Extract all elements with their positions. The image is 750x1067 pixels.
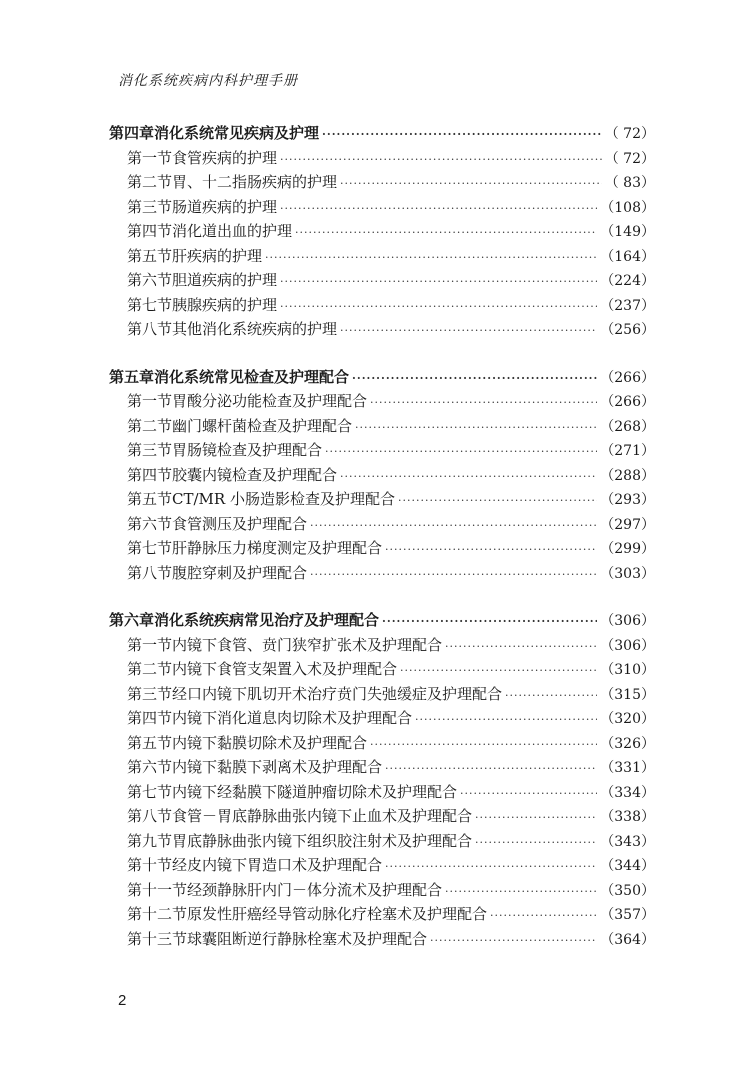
chapter-label: 第四章 [109, 124, 155, 142]
dot-leader [445, 640, 597, 653]
section-label: 第十节 [127, 856, 173, 874]
section-label: 第三节 [127, 684, 173, 703]
dot-leader [475, 811, 597, 824]
section-entry[interactable] [109, 756, 655, 781]
section-label: 第二节 [127, 416, 173, 435]
section-entry[interactable] [109, 415, 655, 440]
section-page-number: （268） [600, 418, 655, 435]
section-page-number: （108） [600, 199, 655, 216]
section-title: 经颈静脉肝内门－体分流术及护理配合 [187, 880, 443, 899]
section-entry[interactable] [109, 928, 655, 953]
section-page-number: （288） [600, 467, 655, 484]
dot-leader [385, 762, 597, 775]
section-entry[interactable] [109, 683, 655, 708]
section-page-number: （164） [600, 248, 655, 265]
section-entry[interactable] [109, 294, 655, 319]
section-label: 第五节 [127, 490, 173, 508]
section-label: 第八节 [127, 807, 173, 825]
chapter-heading[interactable] [109, 122, 655, 147]
chapter-6 [109, 609, 655, 952]
section-entry[interactable] [109, 171, 655, 196]
section-page-number: （266） [600, 394, 655, 410]
section-page-number: （297） [600, 516, 655, 533]
dot-leader [295, 226, 597, 239]
section-label: 第一节 [127, 148, 173, 167]
section-page-number: （256） [600, 322, 655, 338]
chapter-label: 第五章 [109, 367, 155, 386]
section-entry[interactable] [109, 781, 655, 806]
section-entry[interactable] [109, 220, 655, 245]
section-title: 内镜下食管、贲门狭窄扩张术及护理配合 [172, 635, 443, 654]
section-label: 第九节 [127, 831, 173, 850]
section-page-number: （237） [600, 297, 655, 314]
table-of-contents [109, 122, 655, 975]
section-page-number: （334） [600, 784, 655, 801]
section-entry[interactable] [109, 562, 655, 587]
section-page-number: （315） [600, 686, 655, 703]
section-title: 经皮内镜下胃造口术及护理配合 [172, 856, 383, 874]
section-label: 第六节 [127, 514, 173, 533]
section-entry[interactable] [109, 732, 655, 757]
section-title: 胃肠镜检查及护理配合 [172, 441, 323, 459]
section-page-number: （338） [600, 809, 655, 825]
dot-leader [280, 300, 597, 313]
dot-leader [505, 689, 597, 702]
section-entry[interactable] [109, 488, 655, 513]
section-entry[interactable] [109, 390, 655, 415]
section-title: 内镜下黏膜切除术及护理配合 [172, 733, 368, 752]
dot-leader [280, 153, 602, 166]
section-label: 第七节 [127, 295, 173, 314]
dot-leader [385, 543, 597, 556]
section-page-number: （303） [600, 565, 655, 582]
dot-leader [445, 885, 597, 898]
dot-leader [310, 519, 597, 532]
section-title: 肝静脉压力梯度测定及护理配合 [172, 539, 383, 557]
section-label: 第二节 [127, 660, 173, 678]
section-title: 胃酸分泌功能检查及护理配合 [172, 392, 368, 410]
section-title: 胃底静脉曲张内镜下组织胶注射术及护理配合 [172, 831, 473, 850]
section-page-number: （ 72） [604, 150, 655, 167]
section-page-number: （331） [600, 760, 655, 776]
dot-leader [340, 177, 602, 190]
section-label: 第七节 [127, 539, 173, 557]
section-title: 胶囊内镜检查及护理配合 [172, 465, 338, 484]
section-title: 其他消化系统疾病的护理 [172, 320, 338, 338]
dot-leader [385, 860, 597, 873]
section-page-number: （310） [600, 662, 655, 678]
section-page-number: （343） [600, 833, 655, 850]
section-label: 第一节 [127, 392, 173, 410]
chapter-title: 消化系统疾病常见治疗及护理配合 [154, 611, 380, 629]
section-label: 第十一节 [127, 880, 188, 899]
section-title: 胰腺疾病的护理 [172, 295, 278, 314]
dot-leader [400, 664, 597, 677]
chapter-page-number: （ 72） [604, 126, 655, 142]
chapter-label: 第六章 [109, 611, 155, 629]
section-entry[interactable] [109, 707, 655, 732]
section-title: 内镜下经黏膜下隧道肿瘤切除术及护理配合 [172, 782, 458, 801]
dot-leader [415, 713, 597, 726]
section-entry[interactable] [109, 658, 655, 683]
section-label: 第七节 [127, 782, 173, 801]
section-page-number: （224） [600, 273, 655, 289]
section-page-number: （344） [600, 858, 655, 874]
dot-leader [310, 568, 597, 581]
section-label: 第三节 [127, 441, 173, 459]
section-entry[interactable] [109, 245, 655, 270]
dot-leader [280, 202, 597, 215]
dot-leader [382, 615, 597, 628]
chapter-4 [109, 122, 655, 343]
section-label: 第六节 [127, 271, 173, 289]
dot-leader [280, 275, 597, 288]
section-entry[interactable] [109, 464, 655, 489]
section-page-number: （ 83） [604, 175, 655, 191]
section-label: 第一节 [127, 635, 173, 654]
section-page-number: （326） [600, 735, 655, 752]
section-title: 腹腔穿刺及护理配合 [172, 563, 308, 582]
section-page-number: （320） [600, 711, 655, 727]
section-title: 经口内镜下肌切开术治疗贲门失弛缓症及护理配合 [172, 684, 503, 703]
section-page-number: （271） [600, 443, 655, 459]
section-title: 消化道出血的护理 [172, 222, 293, 240]
section-title: 胆道疾病的护理 [172, 271, 278, 289]
section-entry[interactable] [109, 854, 655, 879]
section-title: 原发性肝癌经导管动脉化疗栓塞术及护理配合 [187, 905, 488, 923]
section-page-number: （149） [600, 224, 655, 240]
section-title: 食管疾病的护理 [172, 148, 278, 167]
section-label: 第八节 [127, 320, 173, 338]
section-entry[interactable] [109, 634, 655, 659]
section-page-number: （350） [600, 882, 655, 899]
dot-leader [475, 836, 597, 849]
section-title: 肠道疾病的护理 [172, 197, 278, 216]
chapter-title: 消化系统常见疾病及护理 [154, 124, 320, 142]
section-page-number: （306） [600, 637, 655, 654]
section-label: 第六节 [127, 758, 173, 776]
section-page-number: （299） [600, 541, 655, 557]
section-label: 第二节 [127, 173, 173, 191]
section-entry[interactable] [109, 903, 655, 928]
section-entry[interactable] [109, 805, 655, 830]
section-title: 球囊阻断逆行静脉栓塞术及护理配合 [187, 929, 428, 948]
chapter-page-number: （266） [600, 369, 655, 386]
section-title: 肝疾病的护理 [172, 246, 263, 265]
section-label: 第四节 [127, 465, 173, 484]
section-entry[interactable] [109, 537, 655, 562]
dot-leader [265, 251, 597, 264]
dot-leader [490, 909, 597, 922]
section-title: 食管测压及护理配合 [172, 514, 308, 533]
dot-leader [340, 470, 597, 483]
chapter-heading[interactable] [109, 366, 655, 391]
section-title: 内镜下食管支架置入术及护理配合 [172, 660, 398, 678]
section-entry[interactable] [109, 830, 655, 855]
section-label: 第四节 [127, 709, 173, 727]
section-page-number: （357） [600, 907, 655, 923]
section-entry[interactable] [109, 879, 655, 904]
section-label: 第十三节 [127, 929, 188, 948]
section-title: 幽门螺杆菌检查及护理配合 [172, 416, 353, 435]
dot-leader [370, 396, 597, 409]
dot-leader [325, 445, 597, 458]
section-entry[interactable] [109, 269, 655, 294]
section-label: 第四节 [127, 222, 173, 240]
section-entry[interactable] [109, 147, 655, 172]
section-entry[interactable] [109, 439, 655, 464]
dot-leader [430, 934, 597, 947]
section-title: 内镜下消化道息肉切除术及护理配合 [172, 709, 413, 727]
section-label: 第五节 [127, 246, 173, 265]
dot-leader [460, 787, 597, 800]
section-label: 第三节 [127, 197, 173, 216]
section-label: 第八节 [127, 563, 173, 582]
dot-leader [352, 372, 597, 385]
section-title: CT/MR 小肠造影检查及护理配合 [172, 490, 395, 508]
section-label: 第五节 [127, 733, 173, 752]
page-number: 2 [118, 992, 127, 1009]
running-header: 消化系统疾病内科护理手册 [118, 73, 298, 89]
dot-leader [370, 738, 597, 751]
chapter-page-number: （306） [600, 613, 655, 629]
dot-leader [355, 421, 597, 434]
section-title: 胃、十二指肠疾病的护理 [172, 173, 338, 191]
section-title: 食管－胃底静脉曲张内镜下止血术及护理配合 [172, 807, 473, 825]
section-entry[interactable] [109, 318, 655, 343]
section-title: 内镜下黏膜下剥离术及护理配合 [172, 758, 383, 776]
section-label: 第十二节 [127, 905, 188, 923]
dot-leader [398, 494, 597, 507]
section-page-number: （364） [600, 931, 655, 948]
section-entry[interactable] [109, 196, 655, 221]
section-entry[interactable] [109, 513, 655, 538]
dot-leader [322, 128, 602, 141]
chapter-heading[interactable] [109, 609, 655, 634]
chapter-5 [109, 366, 655, 587]
dot-leader [340, 324, 597, 337]
chapter-title: 消化系统常见检查及护理配合 [154, 367, 350, 386]
section-page-number: （293） [600, 492, 655, 508]
